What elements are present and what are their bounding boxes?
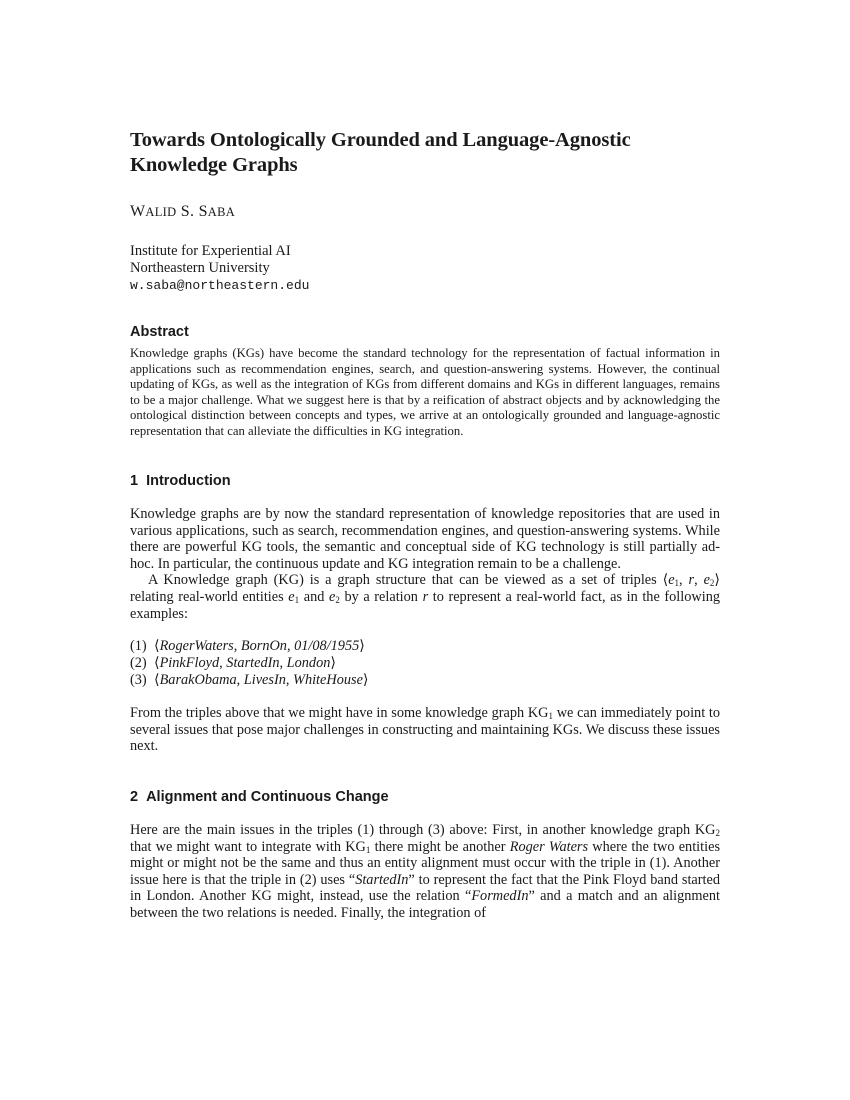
author-first-rest: ALID	[145, 205, 177, 219]
abstract-text: Knowledge graphs (KGs) have become the standard technology for the representation of factual information in applications such as recommendation engines, search, and question-answering systems. However, the continual updating of KGs, as well as the integration of KGs from different domains and KGs in different languages, remains to be a major challenge. What we suggest here is that by a reification of abstract objects and by acknowledging the ontological distinction between concepts and types, we arrive at an ontologically grounded and language-agnostic representation that can alleviate the difficulties in KG integration.	[130, 346, 720, 438]
affiliation-institute: Institute for Experiential AI	[130, 243, 291, 259]
paper-title	[130, 128, 720, 178]
section-1-paragraph-1: Knowledge graphs are by now the standard representation of knowledge repositories that are used in various applications, such as search, recommendation engines, and question-answering systems. While there are powerful KG tools, the semantic and conceptual side of KG technology is still partially ad-hoc. In particular, the continuous update and KG integration remain to be a challenge.	[130, 506, 720, 572]
section-1-paragraph-2: A Knowledge graph (KG) is a graph structure that can be viewed as a set of triples $⟨e_1$, r, $e_2⟩$ relating real-world entities $e_1$ and $e_2$ by a relation r to represent a real-world fact, as in the following examples:	[130, 572, 720, 622]
author-last-rest: ABA	[207, 205, 236, 219]
example-item: (2) ⟨PinkFloyd, StartedIn, London⟩	[130, 655, 336, 672]
title-line-1: Towards Ontologically Grounded and Language-Agnostic	[130, 129, 631, 151]
section-1-paragraph-3: From the triples above that we might have in some knowledge graph $KG_1$ we can immediately point to several issues that pose major challenges in constructing and maintaining KGs. We discuss these issues next.	[130, 705, 720, 755]
section-1-number: 1	[130, 473, 139, 489]
author-middle: S.	[180, 203, 195, 220]
abstract-heading: Abstract	[130, 324, 189, 340]
author-email[interactable]: w.saba@northeastern.edu	[130, 278, 310, 293]
paper-page	[130, 128, 720, 922]
affiliation-university: Northeastern University	[130, 260, 270, 276]
example-item: (3) ⟨BarakObama, LivesIn, WhiteHouse⟩	[130, 672, 369, 689]
section-2-heading	[130, 789, 720, 805]
affiliation-block	[130, 243, 720, 294]
author-last-initial: S	[198, 203, 208, 220]
section-2-paragraph-1: Here are the main issues in the triples (1) through (3) above: First, in another knowledge graph $KG_2$ that we might want to integrate with $KG_1$ there might be another Roger Waters where the two entities might or might not be the same and thus an entity alignment must occur with the triple in (1). Another issue here is that the triple in (2) uses “StartedIn” to represent the fact that the Pink Floyd band started in London. Another KG might, instead, use the relation “FormedIn” and a match and an alignment between the two relations is needed. Finally, the integration of	[130, 821, 721, 921]
section-2-number: 2	[130, 788, 139, 805]
author-initial: W	[130, 203, 146, 220]
section-1-heading	[130, 473, 720, 489]
section-1-title: Introduction	[146, 473, 231, 489]
example-item: (1) ⟨RogerWaters, BornOn, 01/08/1955⟩	[130, 638, 365, 655]
title-line-2: Knowledge Graphs	[130, 154, 298, 176]
author-name	[130, 203, 720, 221]
section-2-title: Alignment and Continuous Change	[146, 788, 389, 805]
example-list	[130, 638, 720, 689]
